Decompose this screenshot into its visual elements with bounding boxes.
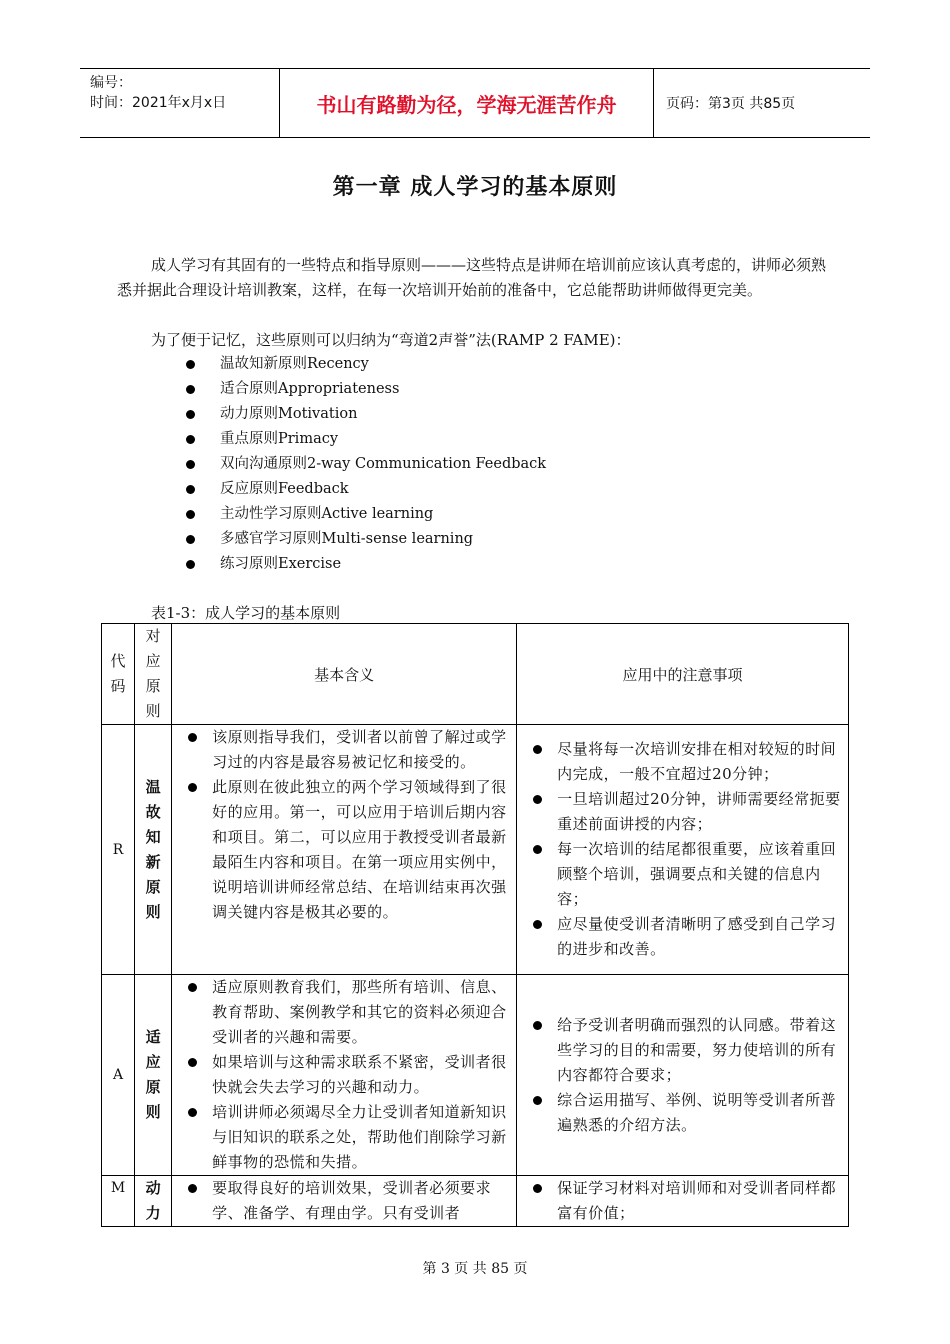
row-principle: 适应原则 <box>135 975 172 1176</box>
header-principle: 对应原则 <box>135 624 172 725</box>
row-meaning <box>172 975 517 1176</box>
list-item: 综合运用描写、举例、说明等受训者所普遍熟悉的介绍方法。 <box>517 1088 848 1138</box>
intro-paragraph: 成人学习有其固有的一些特点和指导原则———这些特点是讲师在培训前应该认真考虑的，讲师必须熟悉并据此合理设计培训教案，这样，在每一次培训开始前的准备中，它总能帮助讲师做得更完美。 <box>117 256 827 299</box>
list-item: 培训讲师必须竭尽全力让受训者知道新知识与旧知识的联系之处，帮助他们削除学习新鲜事物的恐慌和失措。 <box>172 1100 516 1175</box>
table-row <box>102 975 849 1176</box>
list-item: 一旦培训超过20分钟，讲师需要经常扼要重述前面讲授的内容； <box>517 787 848 837</box>
list-item: 动力原则Motivation <box>186 402 546 427</box>
bullet-icon <box>186 410 195 419</box>
list-item: 重点原则Primacy <box>186 427 546 452</box>
bullet-icon <box>533 1096 542 1105</box>
bullet-icon <box>186 360 195 369</box>
bullet-icon <box>186 435 195 444</box>
list-item: 尽量将每一次培训安排在相对较短的时间内完成，一般不宜超过20分钟； <box>517 737 848 787</box>
list-item: 练习原则Exercise <box>186 552 546 577</box>
list-item: 应尽量使受训者清晰明了感受到自己学习的进步和改善。 <box>517 912 848 962</box>
table-header-row <box>102 624 849 725</box>
row-code: R <box>102 725 135 975</box>
list-item: 每一次培训的结尾都很重要，应该着重回顾整个培训，强调要点和关键的信息内容； <box>517 837 848 912</box>
list-item: 多感官学习原则Multi-sense learning <box>186 527 546 552</box>
list-item: 保证学习材料对培训师和对受训者同样都富有价值； <box>517 1176 848 1226</box>
bullet-icon <box>533 920 542 929</box>
row-code: A <box>102 975 135 1176</box>
bullet-icon <box>188 1108 197 1117</box>
bullet-icon <box>186 385 195 394</box>
row-code: M <box>102 1176 135 1227</box>
table-row <box>102 725 849 975</box>
header-notes: 应用中的注意事项 <box>517 624 849 725</box>
date-label: 时间：2021年x月x日 <box>90 95 227 111</box>
mnemonic-paragraph: 为了便于记忆，这些原则可以归纳为“弯道2声誉”法(RAMP 2 FAME)： <box>151 331 631 349</box>
principles-list <box>186 352 546 577</box>
row-principle: 温故知新原则 <box>135 725 172 975</box>
bullet-icon <box>186 510 195 519</box>
header-motto: 书山有路勤为径，学海无涯苦作舟 <box>280 69 654 137</box>
bullet-icon <box>186 485 195 494</box>
bullet-icon <box>533 845 542 854</box>
bullet-icon <box>186 460 195 469</box>
row-principle: 动力 <box>135 1176 172 1227</box>
bullet-icon <box>188 733 197 742</box>
list-item: 反应原则Feedback <box>186 477 546 502</box>
header-page-label: 页码：第3页 共85页 <box>666 96 796 112</box>
list-item: 此原则在彼此独立的两个学习领域得到了很好的应用。第一，可以应用于培训后期内容和项目。第二，可以应用于教授受训者最新最陌生内容和项目。在第一项应用实例中，说明培训讲师经常总结、在培训结束再次强调关键内容是极其必要的。 <box>172 775 516 925</box>
bullet-icon <box>533 745 542 754</box>
row-notes <box>517 975 849 1176</box>
number-label: 编号： <box>90 75 132 91</box>
list-item: 温故知新原则Recency <box>186 352 546 377</box>
header-code: 代码 <box>102 624 135 725</box>
list-item: 要取得良好的培训效果，受训者必须要求学、准备学、有理由学。只有受训者 <box>172 1176 516 1226</box>
header-meaning: 基本含义 <box>172 624 517 725</box>
bullet-icon <box>188 983 197 992</box>
row-notes <box>517 1176 849 1227</box>
table-row <box>102 1176 849 1227</box>
row-meaning <box>172 1176 517 1227</box>
bullet-icon <box>188 1058 197 1067</box>
bullet-icon <box>188 783 197 792</box>
list-item: 适合原则Appropriateness <box>186 377 546 402</box>
bullet-icon <box>533 1184 542 1193</box>
page-footer: 第 3 页 共 85 页 <box>422 1261 528 1277</box>
page-header <box>80 68 870 138</box>
bullet-icon <box>533 1021 542 1030</box>
table-caption: 表1-3：成人学习的基本原则 <box>151 604 341 622</box>
list-item: 给予受训者明确而强烈的认同感。带着这些学习的目的和需要，努力使培训的所有内容都符合要求； <box>517 1013 848 1088</box>
bullet-icon <box>186 560 195 569</box>
header-meta <box>80 69 280 137</box>
list-item: 主动性学习原则Active learning <box>186 502 546 527</box>
list-item: 适应原则教育我们，那些所有培训、信息、教育帮助、案例教学和其它的资料必须迎合受训者的兴趣和需要。 <box>172 975 516 1050</box>
principles-table <box>101 623 849 1227</box>
bullet-icon <box>188 1184 197 1193</box>
bullet-icon <box>186 535 195 544</box>
row-notes <box>517 725 849 975</box>
list-item: 该原则指导我们，受训者以前曾了解过或学习过的内容是最容易被记忆和接受的。 <box>172 725 516 775</box>
row-meaning <box>172 725 517 975</box>
chapter-title: 第一章 成人学习的基本原则 <box>332 175 618 200</box>
list-item: 双向沟通原则2-way Communication Feedback <box>186 452 546 477</box>
bullet-icon <box>533 795 542 804</box>
list-item: 如果培训与这种需求联系不紧密，受训者很快就会失去学习的兴趣和动力。 <box>172 1050 516 1100</box>
